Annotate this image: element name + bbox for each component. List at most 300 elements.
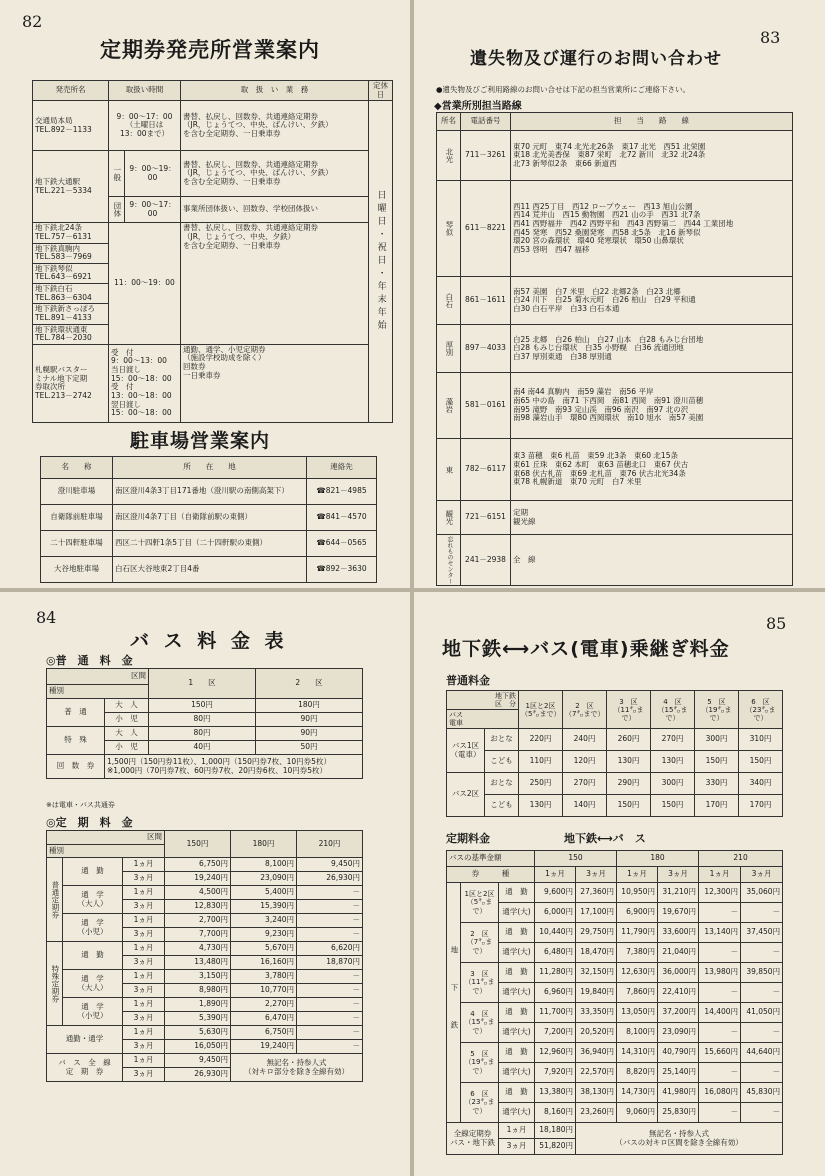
- subway-zone: 3 区 （11㌔まで）: [461, 963, 499, 1003]
- commuter-row: [47, 914, 363, 928]
- page-title: 遺失物及び運行のお問い合わせ: [470, 49, 722, 69]
- fare-value: －: [699, 983, 741, 1003]
- ticket-type: 通学(大): [499, 1063, 535, 1083]
- page-number: 85: [766, 614, 787, 633]
- fare-value: 8,980円: [165, 984, 231, 998]
- parking-address: 南区澄川4条7丁目（自衛隊前駅の東側）: [113, 505, 307, 531]
- fare-value: 26,930円: [297, 872, 363, 886]
- parking-tel: ☎821－4985: [307, 479, 377, 505]
- commuter-sub: 通 勤: [63, 942, 123, 970]
- subway-zone: 4 区 （15㌔まで）: [651, 691, 695, 729]
- fare-value: －: [297, 928, 363, 942]
- commuter-row: [47, 858, 363, 872]
- period-label: 1ヵ月: [123, 886, 165, 900]
- period-label: 1ヵ月: [123, 998, 165, 1012]
- allline-label: バ ス 全 線 定 期 券: [47, 1054, 123, 1082]
- fare-value: 270円: [651, 729, 695, 751]
- page-85: [414, 592, 825, 1176]
- office-name: 東: [437, 439, 461, 501]
- fare-value: 37,450円: [741, 923, 783, 943]
- commuter-row: [47, 970, 363, 984]
- period-header: 3ヵ月: [658, 867, 699, 883]
- fare-value: 10,770円: [231, 984, 297, 998]
- office-tel: 721－6151: [461, 501, 511, 535]
- route-list: 南57 美園 白7 米里 白22 北郷2条 白23 北郷 白24 川下 白25 菊水元町 白26 柏山 白29 平和通 白30 白石平岸 白33 白石本通: [511, 277, 793, 325]
- period-label: 3ヵ月: [123, 1040, 165, 1054]
- fare-value: 7,380円: [617, 943, 658, 963]
- col-header: 連絡先: [307, 457, 377, 479]
- office-name: 地下鉄真駒内 TEL.583－7969: [33, 243, 109, 263]
- section-subtitle: 普通料金: [446, 674, 490, 687]
- fare-value: 130円: [651, 751, 695, 773]
- fare-value: 130円: [607, 751, 651, 773]
- fare-value: －: [741, 903, 783, 923]
- period-label: 3ヵ月: [123, 1068, 165, 1082]
- fare-value: 50円: [256, 741, 363, 755]
- route-list: 東3 苗穂 東6 札苗 東59 北3条 東60 北15条 東61 丘珠 東62 本町 東63 苗穂北口 東67 伏古 東68 伏古札苗 東69 北札苗 東76 伏古北光34条 東78 札幌新道 東70 元町 白7 米里: [511, 439, 793, 501]
- fare-value: 90円: [256, 713, 363, 727]
- fare-value: 15,390円: [231, 900, 297, 914]
- office-name: 厚別: [437, 325, 461, 373]
- transfer-fare-table: [446, 690, 783, 817]
- fare-value: 13,380円: [535, 1083, 576, 1103]
- fare-value: 7,920円: [535, 1063, 576, 1083]
- zone-col: 210円: [297, 831, 363, 858]
- fare-value: －: [297, 1026, 363, 1040]
- fare-value: 12,830円: [165, 900, 231, 914]
- fare-value: 9,450円: [165, 1054, 231, 1068]
- page-number: 83: [760, 28, 781, 47]
- fare-value: 5,390円: [165, 1012, 231, 1026]
- fare-value: －: [741, 943, 783, 963]
- fare-category: 普 通: [47, 699, 105, 727]
- passenger-type: こども: [485, 751, 519, 773]
- commuter-row: [447, 923, 783, 943]
- subway-zone: 2 区 （7㌔まで）: [461, 923, 499, 963]
- transfer-row: [447, 773, 783, 795]
- fare-value: 19,240円: [165, 872, 231, 886]
- commuter-group: 特殊定期券: [47, 942, 63, 1026]
- fare-value: 35,060円: [741, 883, 783, 903]
- fare-value: 38,130円: [576, 1083, 617, 1103]
- fare-value: 330円: [695, 773, 739, 795]
- fare-value: 26,930円: [165, 1068, 231, 1082]
- section-subtitle: 定期料金: [446, 832, 490, 845]
- page-83: [414, 0, 825, 588]
- fare-value: 19,240円: [231, 1040, 297, 1054]
- parking-tel: ☎892－3630: [307, 557, 377, 583]
- office-hours: 9：00～17：00: [125, 197, 181, 223]
- corner-top: 地下鉄 区 分: [447, 691, 519, 710]
- parking-name: 澄川駐車場: [41, 479, 113, 505]
- office-work: 通勤、通学、小児定期券 （施設学校助成を除く） 回数券 一日乗車券: [181, 344, 369, 422]
- office-tel: 611－8221: [461, 181, 511, 277]
- fare-value: 300円: [695, 729, 739, 751]
- fare-value: －: [297, 900, 363, 914]
- page-number: 82: [22, 12, 43, 31]
- base-label: バスの基準金額: [447, 851, 535, 867]
- fare-value: 7,860円: [617, 983, 658, 1003]
- commuter-sub: 通 学 （大人）: [63, 886, 123, 914]
- commuter-sub: 通 学 （大人）: [63, 970, 123, 998]
- fare-value: 1,890円: [165, 998, 231, 1012]
- office-name: 地下鉄環状通東 TEL.784－2030: [33, 324, 109, 344]
- subway-side-label: 地下鉄: [447, 883, 461, 1123]
- fare-value: 41,980円: [658, 1083, 699, 1103]
- ticket-label: 券 種: [447, 867, 535, 883]
- fare-value: 9,450円: [297, 858, 363, 872]
- bus-zone: バス2区: [447, 773, 485, 817]
- ticket-type: 通学(大): [499, 1103, 535, 1123]
- period-label: 1ヵ月: [123, 970, 165, 984]
- fare-value: 6,960円: [535, 983, 576, 1003]
- fare-value: 130円: [519, 795, 563, 817]
- fare-value: 12,630円: [617, 963, 658, 983]
- period-label: 3ヵ月: [123, 900, 165, 914]
- fare-value: 13,480円: [165, 956, 231, 970]
- ticket-type: 通 勤: [499, 1003, 535, 1023]
- fare-sub: 大 人: [105, 699, 149, 713]
- col-header: 担 当 路 線: [511, 113, 793, 131]
- fare-value: －: [741, 1063, 783, 1083]
- type-header: 種別: [47, 685, 149, 699]
- sales-office-table: [32, 80, 393, 423]
- fare-value: 120円: [563, 751, 607, 773]
- fare-value: 40円: [149, 741, 256, 755]
- fare-value: 170円: [739, 795, 783, 817]
- office-name: 地下鉄白石 TEL.863－6304: [33, 284, 109, 304]
- fare-value: 36,000円: [658, 963, 699, 983]
- col-header: 電話番号: [461, 113, 511, 131]
- fare-value: －: [297, 998, 363, 1012]
- period-label: 3ヵ月: [123, 928, 165, 942]
- col-header: 所 在 地: [113, 457, 307, 479]
- fare-value: 290円: [607, 773, 651, 795]
- fare-value: 39,850円: [741, 963, 783, 983]
- office-work: 事業所団体扱い、回数券、学校団体扱い: [181, 197, 369, 223]
- passenger-type: おとな: [485, 773, 519, 795]
- allline-note: 無記名・持参人式 （対キロ部分を除き全線有効）: [231, 1054, 363, 1082]
- fare-value: 21,040円: [658, 943, 699, 963]
- fare-value: 340円: [739, 773, 783, 795]
- office-tel: 861－1611: [461, 277, 511, 325]
- ticket-type: 通学(大): [499, 983, 535, 1003]
- fare-value: 27,360円: [576, 883, 617, 903]
- fare-value: 250円: [519, 773, 563, 795]
- section-subtitle-2: 地下鉄⟷バ ス: [564, 832, 646, 845]
- fare-value: 22,410円: [658, 983, 699, 1003]
- coupon-text: 1,500円（150円券11枚）、1,000円（150円券7枚、10円券5枚） ※1,000円（70円券7枚、60円券7枚、20円券6枚、10円券5枚）: [105, 755, 363, 779]
- commuter-fare-table: [46, 830, 363, 1082]
- fare-value: 220円: [519, 729, 563, 751]
- fare-value: 3,240円: [231, 914, 297, 928]
- parking-address: 白石区大谷地東2丁目4番: [113, 557, 307, 583]
- ticket-type: 通学(大): [499, 1023, 535, 1043]
- fare-category: 特 殊: [47, 727, 105, 755]
- period-label: 1ヵ月: [123, 914, 165, 928]
- office-name: 忘れものセンター: [437, 535, 461, 586]
- commuter-sub: 通 勤: [63, 858, 123, 886]
- subway-zone: 1区と2区 （5㌔まで）: [461, 883, 499, 923]
- subway-zone: 5 区 （19㌔まで）: [461, 1043, 499, 1083]
- office-tel: 897－4033: [461, 325, 511, 373]
- fare-value: 16,080円: [699, 1083, 741, 1103]
- notice-text: ●遺失物及びご利用路線のお問い合せは下記の担当営業所にご連絡下さい。: [436, 85, 691, 94]
- fare-sub: 小 児: [105, 741, 149, 755]
- fare-value: 51,820円: [535, 1139, 576, 1155]
- fare-value: 2,700円: [165, 914, 231, 928]
- subway-zone: 6 区 （23㌔まで）: [739, 691, 783, 729]
- fare-value: －: [699, 903, 741, 923]
- subway-zone: 2 区 （7㌔まで）: [563, 691, 607, 729]
- fare-value: －: [297, 914, 363, 928]
- fare-value: 19,670円: [658, 903, 699, 923]
- parking-table: [40, 456, 377, 583]
- fare-value: 14,310円: [617, 1043, 658, 1063]
- fare-value: 150円: [739, 751, 783, 773]
- fare-value: 23,260円: [576, 1103, 617, 1123]
- transfer-commuter-table: [446, 850, 783, 1155]
- fare-value: 12,960円: [535, 1043, 576, 1063]
- parking-address: 西区二十四軒1条5丁目（二十四軒駅の東側）: [113, 531, 307, 557]
- office-work: 書替、払戻し、回数券、共通連絡定期券 （JR，じょうてつ、中央、ばんけい、夕鉄） を含む全定期券、一日乗車券: [181, 151, 369, 197]
- fare-value: 2,270円: [231, 998, 297, 1012]
- fare-value: 13,140円: [699, 923, 741, 943]
- commuter-row: [47, 1026, 363, 1040]
- hours-type: 団体: [109, 197, 125, 223]
- fare-value: 11,280円: [535, 963, 576, 983]
- base-value: 210: [699, 851, 783, 867]
- parking-tel: ☎841－4570: [307, 505, 377, 531]
- fare-value: 3,150円: [165, 970, 231, 984]
- fare-value: 11,790円: [617, 923, 658, 943]
- zone-header: 区間: [47, 831, 165, 845]
- office-name: 地下鉄新さっぽろ TEL.891－4133: [33, 304, 109, 324]
- fare-value: 140円: [563, 795, 607, 817]
- fare-value: 14,730円: [617, 1083, 658, 1103]
- route-list: 定期 観光線: [511, 501, 793, 535]
- fare-value: －: [741, 1023, 783, 1043]
- fare-value: 150円: [149, 699, 256, 713]
- office-name: 地下鉄大通駅 TEL.221－5334: [33, 151, 109, 223]
- transfer-row: [447, 751, 783, 773]
- base-value: 180: [617, 851, 699, 867]
- col-header: 所名: [437, 113, 461, 131]
- ticket-type: 通 勤: [499, 923, 535, 943]
- fare-value: 300円: [651, 773, 695, 795]
- fare-value: 41,050円: [741, 1003, 783, 1023]
- fare-value: 13,980円: [699, 963, 741, 983]
- period-label: 3ヵ月: [123, 1012, 165, 1026]
- commuter-row: [447, 1003, 783, 1023]
- fare-value: 8,820円: [617, 1063, 658, 1083]
- period-label: 3ヵ月: [123, 984, 165, 998]
- base-value: 150: [535, 851, 617, 867]
- coupon-note: ※は電車・バス共通券: [46, 801, 115, 809]
- fare-value: 80円: [149, 713, 256, 727]
- fare-value: 18,870円: [297, 956, 363, 970]
- zone-col: 2 区: [256, 669, 363, 699]
- office-name: 札幌駅バスター ミナル地下定期 券取次所 TEL.213－2742: [33, 344, 109, 422]
- page-title: 地下鉄⟷バス(電車)乗継ぎ料金: [442, 638, 730, 660]
- commuter-row: [47, 998, 363, 1012]
- fare-value: 5,400円: [231, 886, 297, 900]
- period-label: 1ヵ月: [123, 942, 165, 956]
- office-name: 交通局本局 TEL.892－1133: [33, 101, 109, 151]
- commuter-row: [447, 1043, 783, 1063]
- route-list: 全 線: [511, 535, 793, 586]
- office-work: 書替、払戻し、回数券、共通連絡定期券 （JR，じょうてつ、中央、ばんけい、夕鉄） を含む全定期券、一日乗車券: [181, 101, 369, 151]
- fare-value: 9,600円: [535, 883, 576, 903]
- transfer-row: [447, 729, 783, 751]
- fare-value: 12,300円: [699, 883, 741, 903]
- fare-value: 20,520円: [576, 1023, 617, 1043]
- commuter-row: [447, 883, 783, 903]
- fare-sub: 大 人: [105, 727, 149, 741]
- fare-value: －: [297, 886, 363, 900]
- fare-value: 6,470円: [231, 1012, 297, 1026]
- period-label: 3ヵ月: [123, 956, 165, 970]
- fare-value: 19,840円: [576, 983, 617, 1003]
- period-label: 3ヵ月: [123, 872, 165, 886]
- fare-sub: 小 児: [105, 713, 149, 727]
- fare-value: 37,200円: [658, 1003, 699, 1023]
- fare-value: 15,660円: [699, 1043, 741, 1063]
- ticket-type: 通 勤: [499, 883, 535, 903]
- route-list: 東70 元町 東74 北光北26条 東17 北光 西51 北栄園 東18 北光美香保 東87 栄町 北72 新川 北32 北24条 北73 新琴似2条 東66 新道西: [511, 131, 793, 181]
- subway-zone: 4 区 （15㌔まで）: [461, 1003, 499, 1043]
- route-list: 西11 西25丁目 西12 ロープウェー 西13 旭山公園 西14 荒井山 西15 動物園 西21 山の手 西31 北7条 西41 西野福井 西42 西野平和 西43 西野第二 西44 工業団地 西45 発寒 西52 桑園発寒 西58 北5条 北16 新琴似 環20 宮の森環状 環40 発寒環状 環50 山鼻環状 西53 啓明 西47 福移: [511, 181, 793, 277]
- fare-value: 16,050円: [165, 1040, 231, 1054]
- ticket-type: 通学(大): [499, 903, 535, 923]
- fare-value: 150円: [651, 795, 695, 817]
- ticket-type: 通 勤: [499, 1043, 535, 1063]
- period-header: 1ヵ月: [617, 867, 658, 883]
- fare-value: 40,790円: [658, 1043, 699, 1063]
- fare-value: 17,100円: [576, 903, 617, 923]
- subway-zone: 3 区 （11㌔まで）: [607, 691, 651, 729]
- fare-value: －: [699, 1103, 741, 1123]
- commuter-sub: 通 学 （小児）: [63, 998, 123, 1026]
- office-tel: 581－0161: [461, 373, 511, 439]
- commuter-group: 通勤・通学: [47, 1026, 123, 1054]
- fare-value: 10,950円: [617, 883, 658, 903]
- transfer-row: [447, 795, 783, 817]
- office-hours: 受 付 9：00～13：00 当日渡し 15：00～18：00 受 付 13：00～18：00 翌日渡し 15：00～18：00: [109, 344, 181, 422]
- page-number: 84: [36, 608, 57, 627]
- commuter-sub: 通 学 （小児）: [63, 914, 123, 942]
- subway-zone: 6 区 （23㌔まで）: [461, 1083, 499, 1123]
- fare-value: 33,350円: [576, 1003, 617, 1023]
- office-tel: 782－6117: [461, 439, 511, 501]
- regular-fare-table: [46, 668, 363, 779]
- period-header: 1ヵ月: [535, 867, 576, 883]
- office-name: 藻岩: [437, 373, 461, 439]
- office-name: 北光: [437, 131, 461, 181]
- allline-row: [47, 1054, 363, 1068]
- period-header: 3ヵ月: [576, 867, 617, 883]
- subway-zone: 5 区 （19㌔まで）: [695, 691, 739, 729]
- fare-value: 6,000円: [535, 903, 576, 923]
- period-header: 1ヵ月: [699, 867, 741, 883]
- fare-value: －: [741, 1103, 783, 1123]
- page-84: [0, 592, 410, 1176]
- fare-value: 44,640円: [741, 1043, 783, 1063]
- col-header: 名 称: [41, 457, 113, 479]
- route-list: 白25 北郷 白26 柏山 白27 山本 白28 もみじ台団地 白28 もみじ台環状 白35 小野幌 白36 流通団地 白37 厚別東通 白38 厚別通: [511, 325, 793, 373]
- office-work: 書替、払戻し、回数券、共通連絡定期券 （JR，じょうてつ、中央、夕鉄） を含む全定期券、一日乗車券: [181, 223, 369, 345]
- ticket-type: 通学(大): [499, 943, 535, 963]
- ticket-type: 通 勤: [499, 963, 535, 983]
- commuter-row: [47, 886, 363, 900]
- fare-value: 8,160円: [535, 1103, 576, 1123]
- passenger-type: おとな: [485, 729, 519, 751]
- section-subtitle: ◎普 通 料 金: [46, 654, 133, 667]
- fare-value: 6,620円: [297, 942, 363, 956]
- fare-value: 5,670円: [231, 942, 297, 956]
- fare-value: 3,780円: [231, 970, 297, 984]
- fare-value: 9,060円: [617, 1103, 658, 1123]
- period-label: 1ヵ月: [123, 858, 165, 872]
- fare-value: 29,750円: [576, 923, 617, 943]
- commuter-row: [447, 1083, 783, 1103]
- fare-value: 31,210円: [658, 883, 699, 903]
- office-hours: 11：00～19：00: [109, 223, 181, 345]
- zone-col: 1 区: [149, 669, 256, 699]
- fare-value: 150円: [695, 751, 739, 773]
- office-name: 観光: [437, 501, 461, 535]
- office-hours: 9：00～17：00 （土曜日は 13：00まで）: [109, 101, 181, 151]
- fare-value: 4,500円: [165, 886, 231, 900]
- fare-value: －: [741, 983, 783, 1003]
- fare-value: 150円: [607, 795, 651, 817]
- period-label: 1ヵ月: [123, 1026, 165, 1040]
- page-title: 定期券発売所営業案内: [100, 38, 320, 62]
- fare-value: 5,630円: [165, 1026, 231, 1040]
- col-header: 発売所名: [33, 81, 109, 101]
- fare-value: 7,200円: [535, 1023, 576, 1043]
- fare-value: 25,830円: [658, 1103, 699, 1123]
- fare-value: 11,700円: [535, 1003, 576, 1023]
- fare-value: －: [297, 984, 363, 998]
- parking-name: 大谷地駐車場: [41, 557, 113, 583]
- passenger-type: こども: [485, 795, 519, 817]
- fare-value: 6,750円: [165, 858, 231, 872]
- fare-value: 22,570円: [576, 1063, 617, 1083]
- page-82: [0, 0, 410, 588]
- fare-value: 6,750円: [231, 1026, 297, 1040]
- period-label: 3ヵ月: [499, 1139, 535, 1155]
- fare-value: 10,440円: [535, 923, 576, 943]
- commuter-group: 普通定期券: [47, 858, 63, 942]
- fare-value: －: [699, 943, 741, 963]
- fare-value: 6,900円: [617, 903, 658, 923]
- fare-value: 90円: [256, 727, 363, 741]
- col-header: 取扱い時間: [109, 81, 181, 101]
- fare-value: 16,160円: [231, 956, 297, 970]
- fare-value: 33,600円: [658, 923, 699, 943]
- fare-value: 270円: [563, 773, 607, 795]
- office-name: 白石: [437, 277, 461, 325]
- zone-col: 180円: [231, 831, 297, 858]
- period-label: 1ヵ月: [123, 1054, 165, 1068]
- col-header: 取 扱 い 業 務: [181, 81, 369, 101]
- fare-value: 80円: [149, 727, 256, 741]
- fare-value: －: [699, 1063, 741, 1083]
- fare-value: －: [297, 1012, 363, 1026]
- zone-header: 区間: [47, 669, 149, 685]
- corner-bottom: バス 電車: [447, 710, 519, 729]
